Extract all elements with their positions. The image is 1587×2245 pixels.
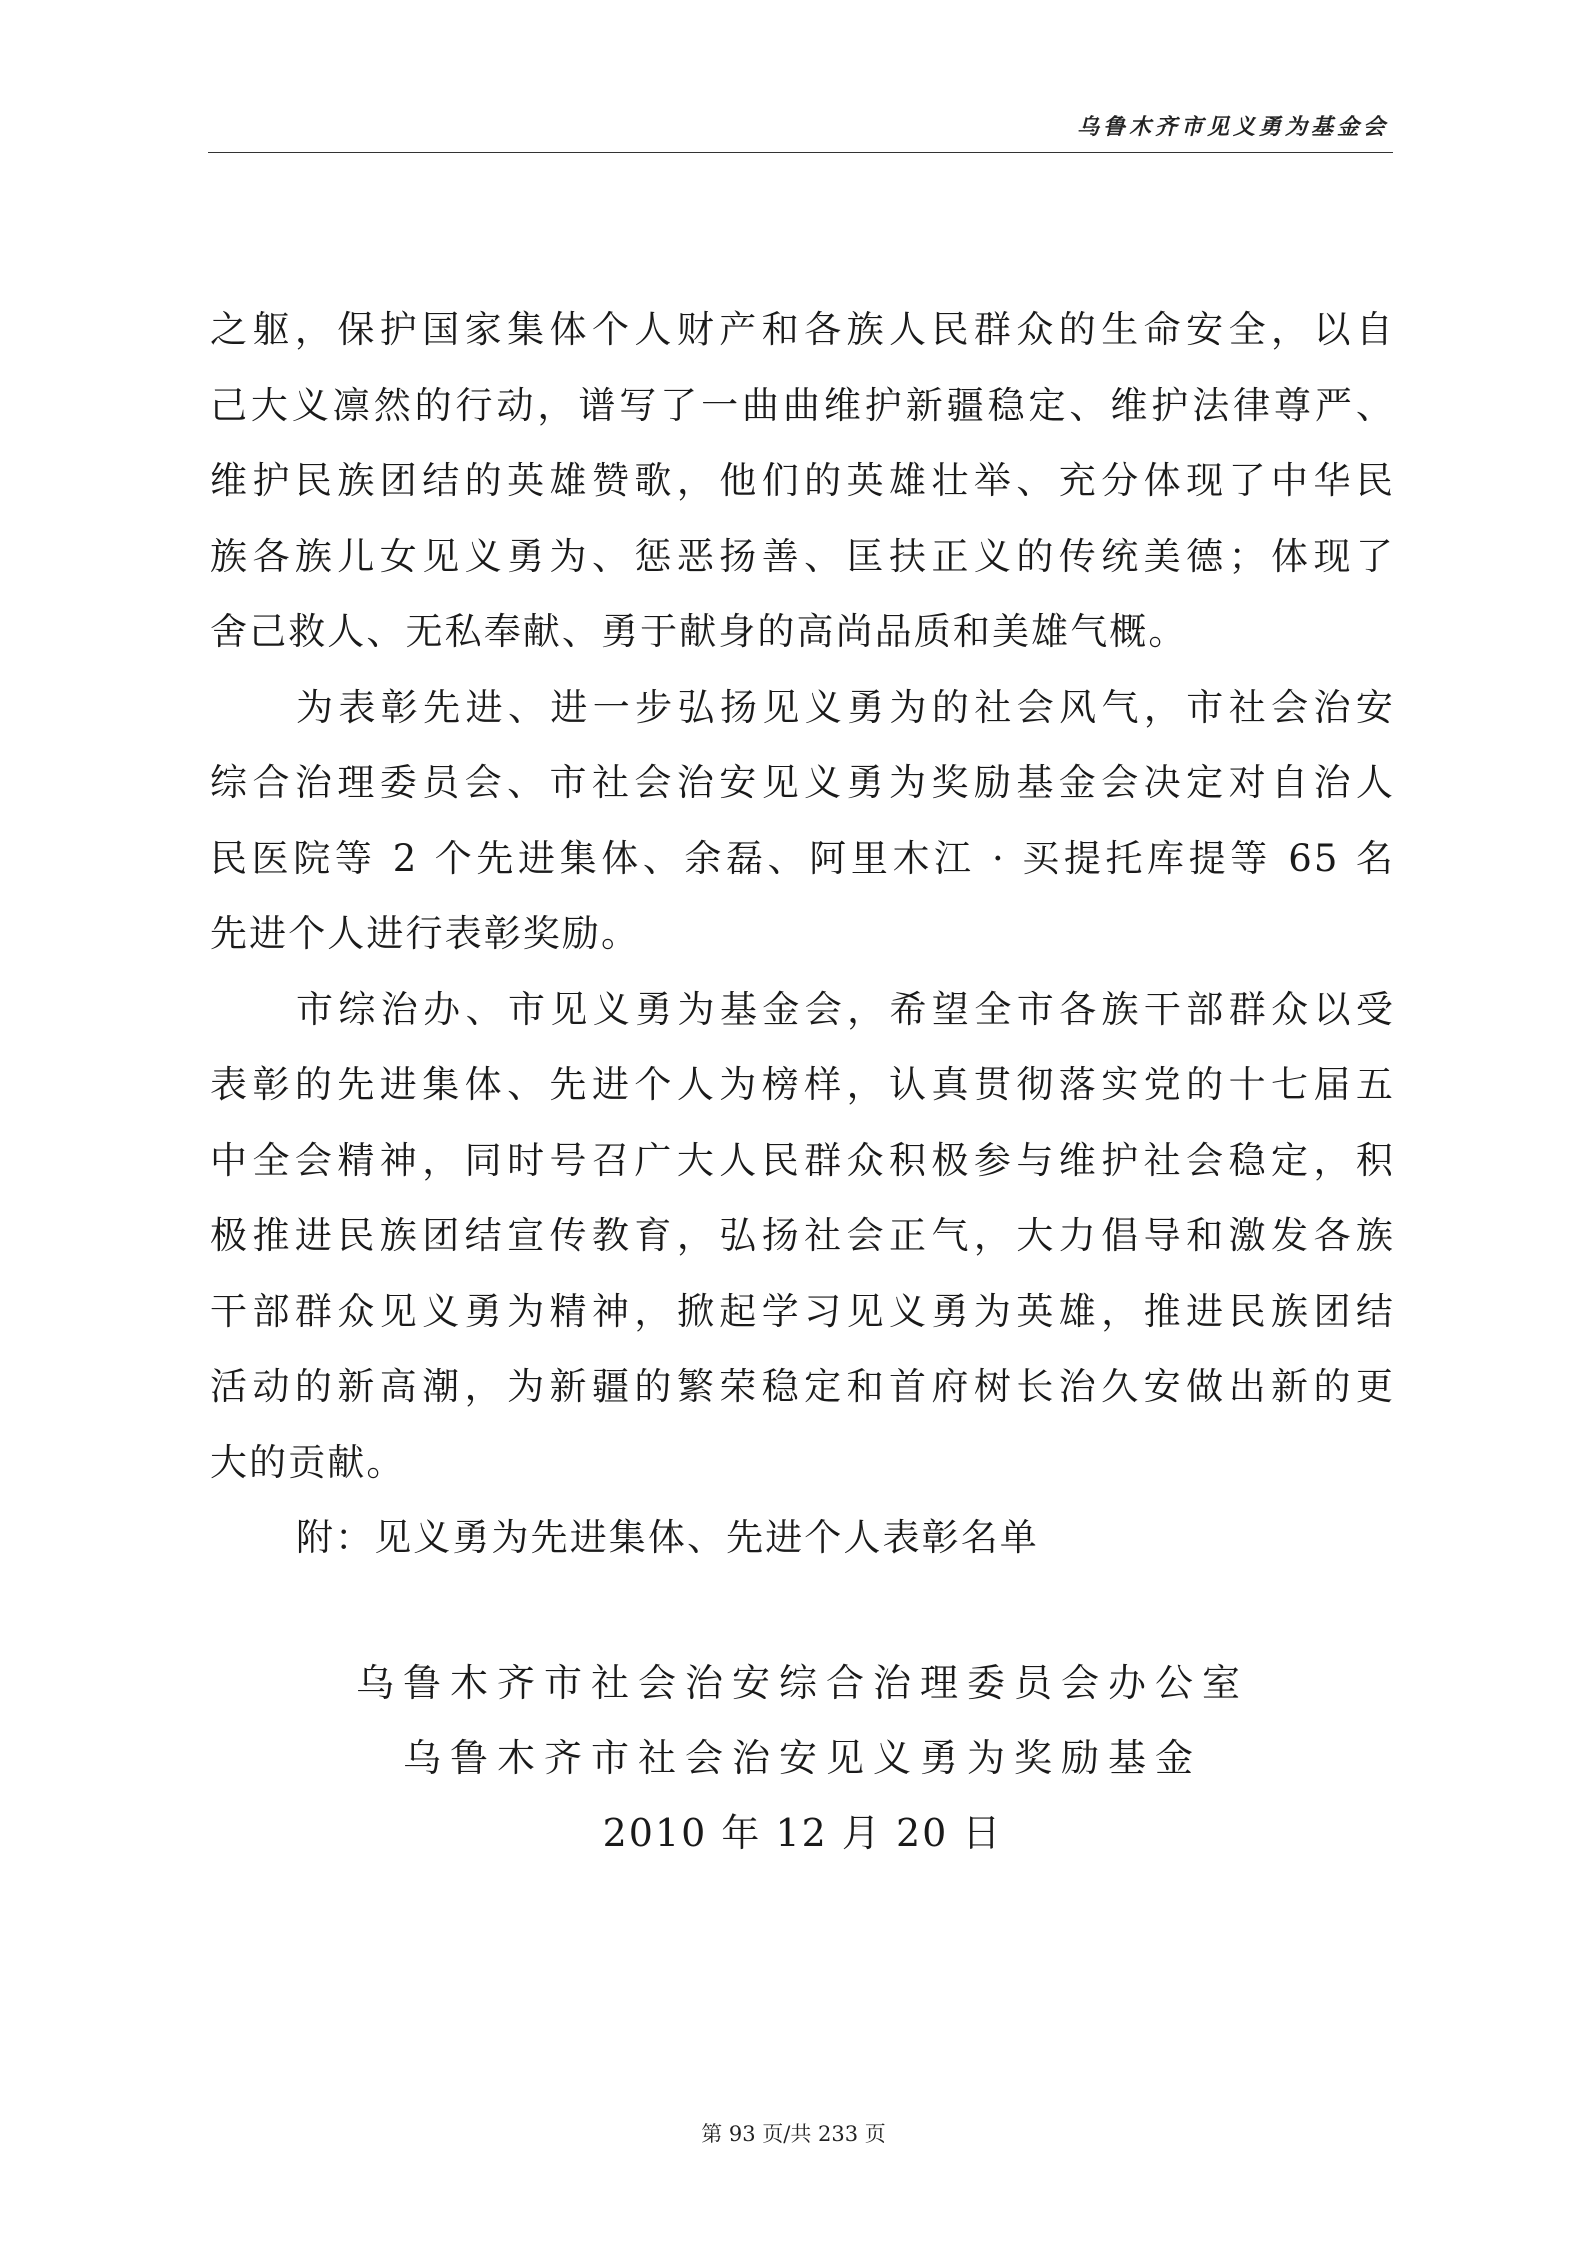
- signature-org-1: 乌鲁木齐市社会治安综合治理委员会办公室: [355, 1661, 1249, 1705]
- attachment-note: 附：见义勇为先进集体、先进个人表彰名单: [296, 1516, 1039, 1559]
- body-line: 干部群众见义勇为精神，掀起学习见义勇为英雄，推进民族团结: [210, 1289, 1395, 1333]
- body-line: 己大义凛然的行动，谱写了一曲曲维护新疆稳定、维护法律尊严、: [210, 383, 1395, 427]
- body-line: 族各族儿女见义勇为、惩恶扬善、匡扶正义的传统美德；体现了: [210, 534, 1395, 578]
- body-line: 综合治理委员会、市社会治安见义勇为奖励基金会决定对自治人: [210, 761, 1395, 804]
- body-line: 先进个人进行表彰奖励。: [210, 912, 641, 955]
- signature-block: [210, 1646, 1395, 1871]
- header-divider: [208, 152, 1393, 153]
- page-header-title: 乌鲁木齐市见义勇为基金会: [1076, 114, 1389, 140]
- body-line: 之躯，保护国家集体个人财产和各族人民群众的生命安全，以自: [210, 308, 1395, 351]
- body-line: 极推进民族团结宣传教育，弘扬社会正气，大力倡导和激发各族: [210, 1214, 1395, 1257]
- body-line: 中全会精神，同时号召广大人民群众积极参与维护社会稳定，积: [210, 1138, 1395, 1182]
- body-line: 市综治办、市见义勇为基金会，希望全市各族干部群众以受: [296, 987, 1395, 1031]
- body-line: 大的贡献。: [210, 1440, 406, 1484]
- page-number: 第 93 页/共 233 页: [701, 2122, 886, 2146]
- signature-org-2: 乌鲁木齐市社会治安见义勇为奖励基金: [402, 1736, 1202, 1780]
- body-line: 表彰的先进集体、先进个人为榜样，认真贯彻落实党的十七届五: [210, 1063, 1395, 1106]
- body-line: 为表彰先进、进一步弘扬见义勇为的社会风气，市社会治安: [296, 685, 1395, 729]
- body-line: 维护民族团结的英雄赞歌，他们的英雄壮举、充分体现了中华民: [210, 459, 1395, 502]
- document-body: [210, 292, 1395, 1576]
- signature-date: 2010 年 12 月 20 日: [602, 1811, 1003, 1855]
- body-line: 活动的新高潮，为新疆的繁荣稳定和首府树长治久安做出新的更: [210, 1365, 1395, 1408]
- body-line: 民医院等 2 个先进集体、余磊、阿里木江 · 买提托库提等 65 名: [210, 836, 1395, 880]
- body-line: 舍己救人、无私奉献、勇于献身的高尚品质和美雄气概。: [210, 610, 1188, 653]
